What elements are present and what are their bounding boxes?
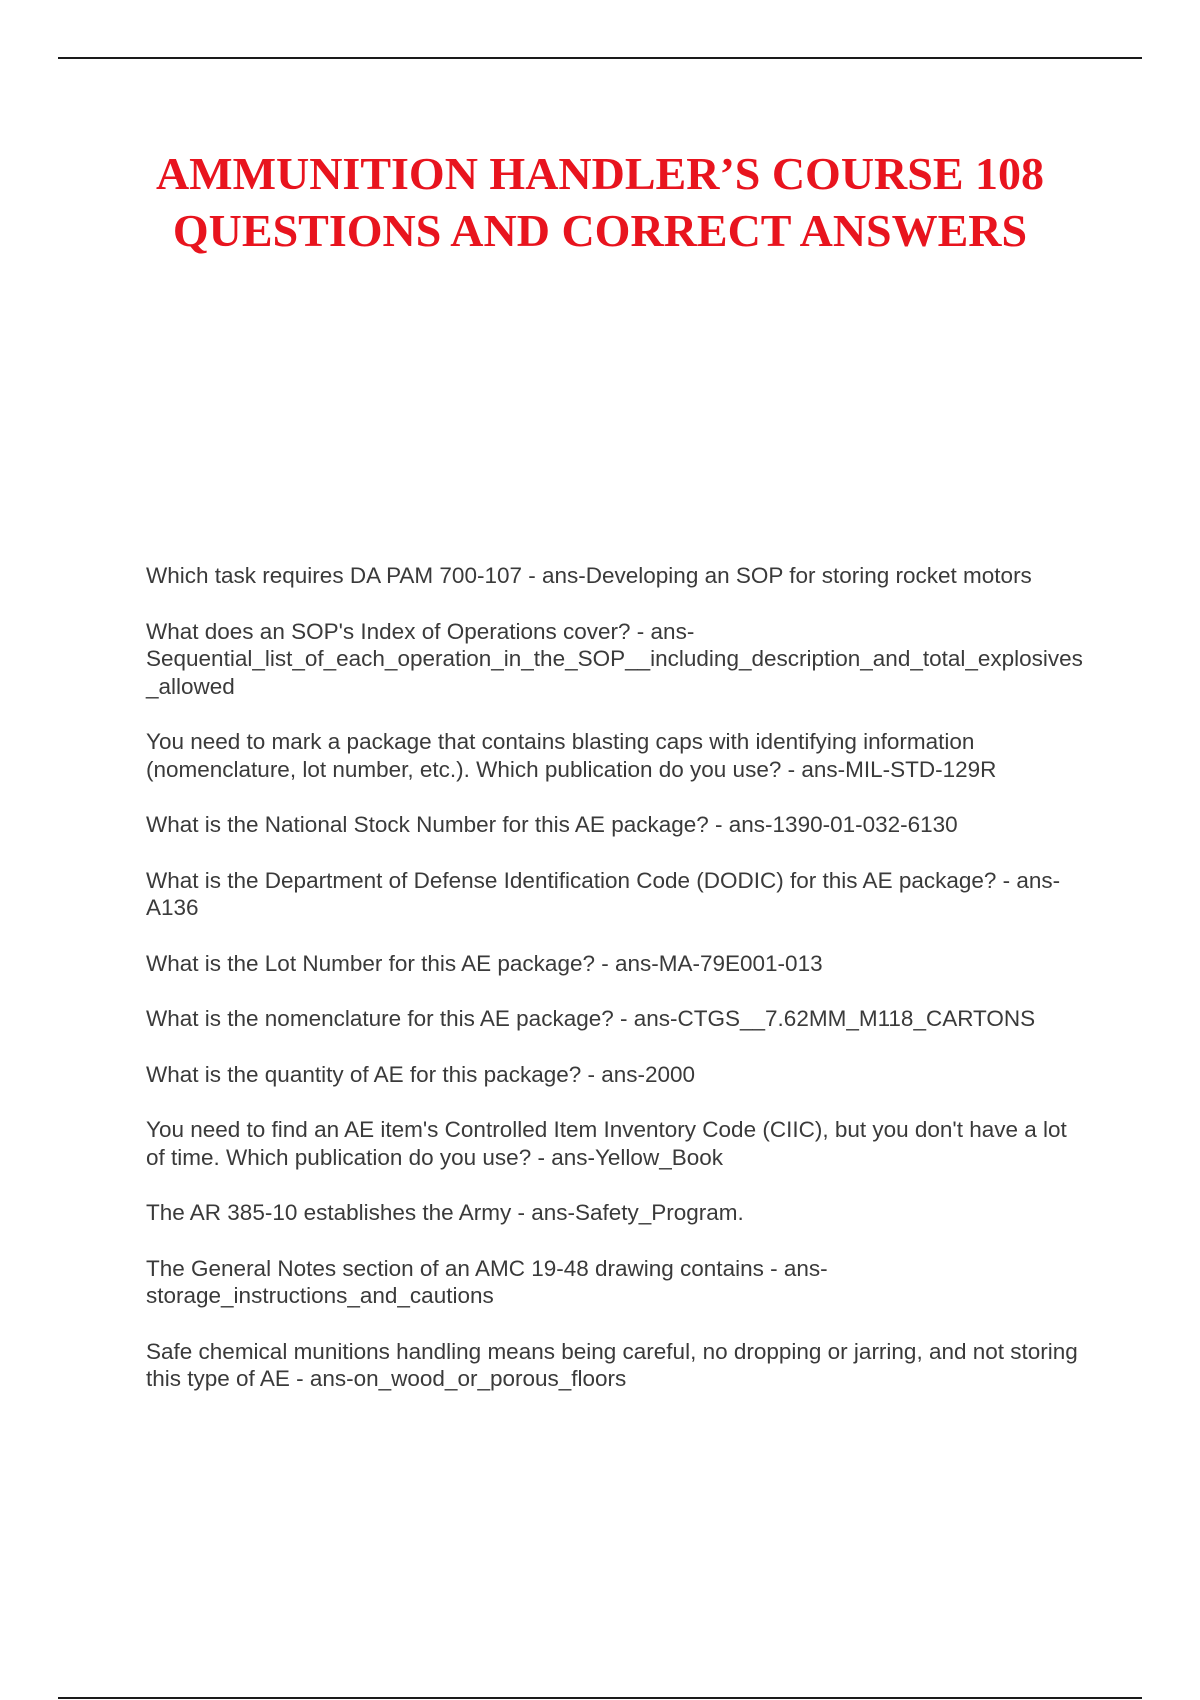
qa-item: You need to mark a package that contains blasting caps with identifying information (nomenclature, lot number, etc.). Which publication do you use? - ans-MIL-STD-129R: [146, 729, 997, 782]
qa-item: Which task requires DA PAM 700-107 - ans-Developing an SOP for storing rocket motors: [146, 563, 1032, 588]
qa-item: What is the nomenclature for this AE package? - ans-CTGS__7.62MM_M118_CARTONS: [146, 1006, 1036, 1031]
qa-list: [146, 562, 1091, 1421]
qa-item: You need to find an AE item's Controlled Item Inventory Code (CIIC), but you don't have a lot of time. Which publication do you use? - ans-Yellow_Book: [146, 1117, 1067, 1170]
qa-item: Safe chemical munitions handling means being careful, no dropping or jarring, and not storing this type of AE - ans-on_wood_or_porous_floors: [146, 1338, 1078, 1391]
top-rule: [58, 57, 1142, 59]
qa-item: What is the quantity of AE for this package? - ans-2000: [146, 1061, 696, 1087]
document-title: AMMUNITION HANDLER’S COURSE 108 QUESTIONS AND CORRECT ANSWERS: [155, 148, 1045, 256]
qa-item: What is the National Stock Number for this AE package? - ans-1390-01-032-6130: [146, 812, 958, 837]
qa-item: The AR 385-10 establishes the Army - ans-Safety_Program.: [146, 1200, 744, 1225]
qa-item: What does an SOP's Index of Operations cover? - ans-Sequential_list_of_each_operation_in_the_SOP__including_description_and_total_explosives_allowed: [146, 618, 1083, 699]
qa-item: The General Notes section of an AMC 19-48 drawing contains - ans-storage_instructions_and_cautions: [146, 1255, 828, 1308]
qa-item: What is the Lot Number for this AE package? - ans-MA-79E001-013: [146, 950, 823, 976]
qa-item: What is the Department of Defense Identification Code (DODIC) for this AE package? - ans-A136: [146, 867, 1061, 920]
bottom-rule: [58, 1697, 1142, 1699]
